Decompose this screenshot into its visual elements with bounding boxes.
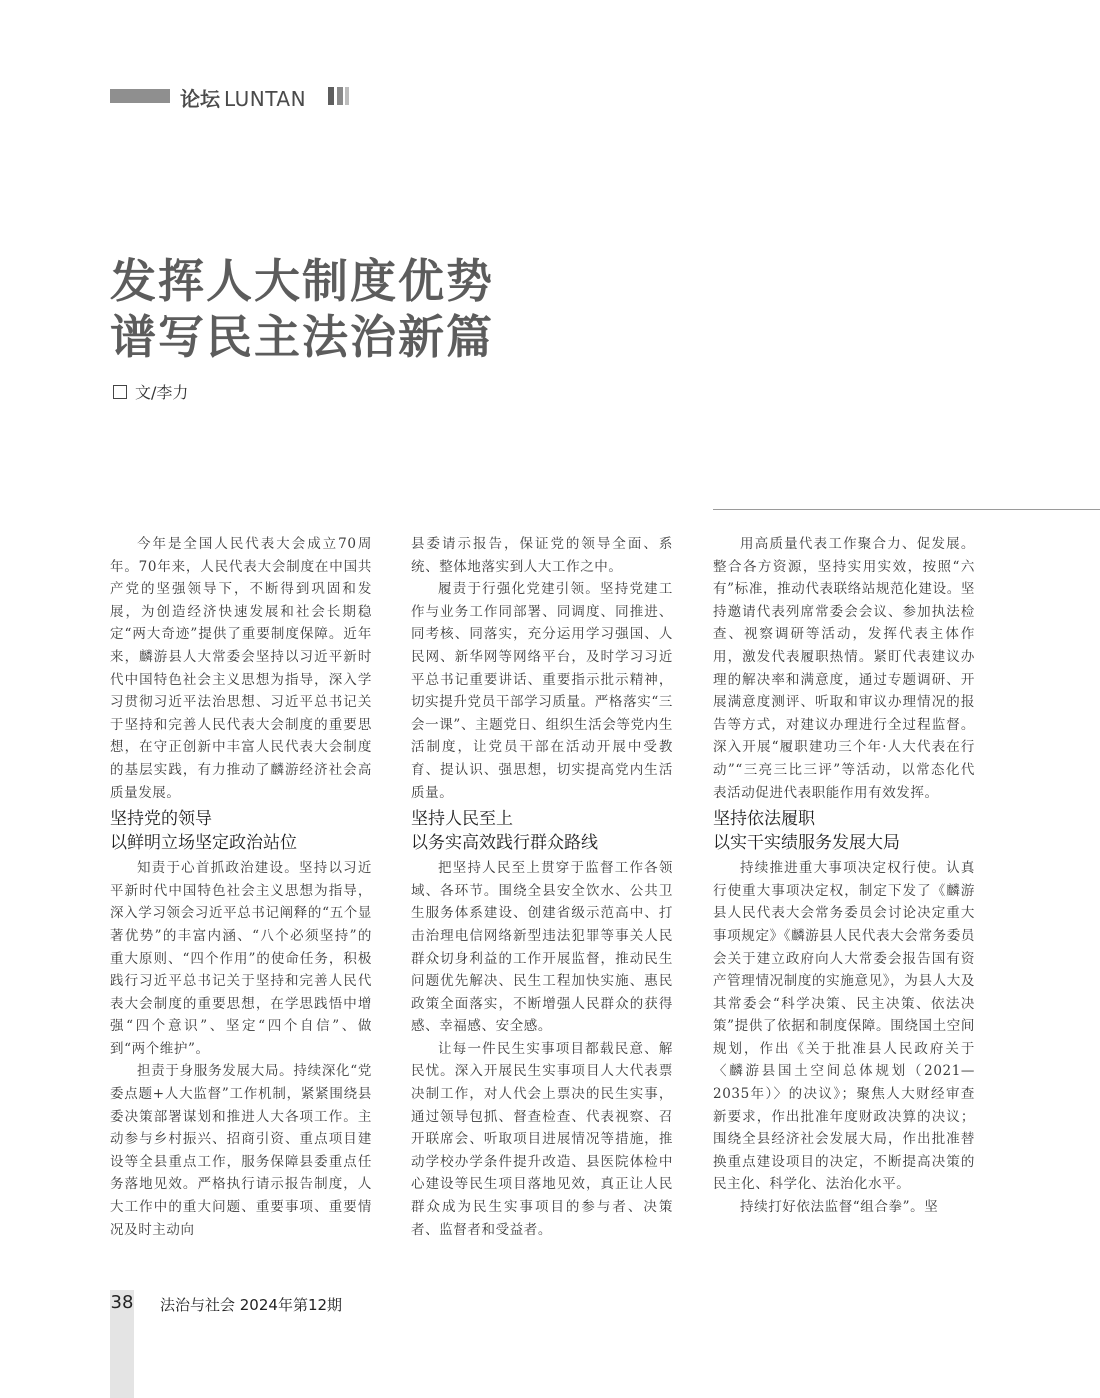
section-decoration (345, 87, 349, 105)
article-title-line2: 谱写民主法治新篇 (110, 310, 494, 364)
paragraph: 知责于心首抓政治建设。坚持以习近平新时代中国特色社会主义思想为指导，深入学习领会习近平总书记阐释的“五个显著优势”的丰富内涵、“八个必须坚持”的重大原则、“四个作用”的使命任务，积极践行习近平总书记关于坚持和完善人民代表大会制度的重要思想，在学思践悟中增强“四个意识”、坚定“四个自信”、做到“两个维护”。 (110, 860, 372, 1057)
paragraph: 把坚持人民至上贯穿于监督工作各领域、各环节。围绕全县安全饮水、公共卫生服务体系建设、创建省级示范高中、打击治理电信网络新型违法犯罪等事关人民群众切身利益的工作开展监督，推动民生问题优先解决、民生工程加快实施、惠民政策全面落实，不断增强人民群众的获得感、幸福感、安全感。 (411, 860, 673, 1035)
section-label-zh: 论坛 (180, 87, 220, 111)
section-decoration (337, 87, 343, 105)
paragraph-continued: 县委请示报告，保证党的领导全面、系统、整体地落实到人大工作之中。 (411, 536, 673, 575)
divider-line (713, 509, 1100, 510)
paragraph: 今年是全国人民代表大会成立70周年。70年来，人民代表大会制度在中国共产党的坚强领导下，不断得到巩固和发展，为创造经济快速发展和社会长期稳定“两大奇迹”提供了重要制度保障。近年来，麟游县人大常委会坚持以习近平新时代中国特色社会主义思想为指导，深入学习贯彻习近平法治思想、习近平总书记关于坚持和完善人民代表大会制度的重要思想，在守正创新中丰富人民代表大会制度的基层实践，有力推动了麟游经济社会高质量发展。 (110, 536, 372, 801)
text-column-1 (110, 533, 372, 1241)
section-decoration (328, 87, 334, 105)
paragraph: 持续推进重大事项决定权行使。认真行使重大事项决定权，制定下发了《麟游县人民代表大会常务委员会讨论决定重大事项规定》《麟游县人民代表大会常务委员会关于建立政府向人大常委会报告国有资产管理情况制度的实施意见》，为县人大及其常委会“科学决策、民主决策、依法决策”提供了依据和制度保障。围绕国土空间规划，作出《关于批准县人民政府关于〈麟游县国土空间总体规划（2021—2035年）〉的决议》；聚焦人大财经审查新要求，作出批准年度财政决算的决议；围绕全县经济社会发展大局，作出批准替换重点建设项目的决定，不断提高决策的民主化、科学化、法治化水平。 (713, 860, 975, 1193)
paragraph: 持续打好依法监督“组合拳”。坚 (740, 1199, 939, 1216)
author-byline (113, 380, 188, 403)
subheading-line2: 以务实高效践行群众路线 (411, 833, 598, 854)
section-label-en: LUNTAN (224, 87, 307, 111)
subheading-line2: 以实干实绩服务发展大局 (713, 833, 900, 854)
article-title-line1: 发挥人大制度优势 (110, 254, 494, 308)
square-icon (113, 385, 127, 399)
text-column-3 (713, 533, 975, 1219)
paragraph: 履责于行强化党建引领。坚持党建工作与业务工作同部署、同调度、同推进、同考核、同落实，充分运用学习强国、人民网、新华网等网络平台，及时学习习近平总书记重要讲话、重要指示批示精神，切实提升党员干部学习质量。严格落实“三会一课”、主题党日、组织生活会等党内生活制度，让党员干部在活动开展中受教育、提认识、强思想，切实提高党内生活质量。 (411, 581, 673, 801)
page-number: 38 (110, 1292, 134, 1313)
subheading-line1: 坚持人民至上 (411, 809, 513, 830)
subheading (713, 807, 975, 855)
subheading (411, 807, 673, 855)
section-bar (110, 89, 170, 103)
article-title (110, 253, 494, 365)
author-name: 文/李力 (135, 383, 189, 402)
subheading (110, 807, 372, 855)
paragraph: 用高质量代表工作聚合力、促发展。整合各方资源，坚持实用实效，按照“六有”标准，推动代表联络站规范化建设。坚持邀请代表列席常委会会议、参加执法检查、视察调研等活动，发挥代表主体作用，激发代表履职热情。紧盯代表建议办理的解决率和满意度，通过专题调研、开展满意度测评、听取和审议办理情况的报告等方式，对建议办理进行全过程监督。深入开展“履职建功三个年·人大代表在行动”“三亮三比三评”等活动，以常态化代表活动促进代表职能作用有效发挥。 (713, 536, 975, 801)
section-label (180, 83, 306, 112)
paragraph: 让每一件民生实事项目都载民意、解民忧。深入开展民生实事项目人大代表票决制工作，对人代会上票决的民生实事，通过领导包抓、督查检查、代表视察、召开联席会、听取项目进展情况等措施，推动学校办学条件提升改造、县医院体检中心建设等民生项目落地见效，真正让人民群众成为民生实事项目的参与者、决策者、监督者和受益者。 (411, 1040, 673, 1238)
subheading-line1: 坚持依法履职 (713, 809, 815, 830)
subheading-line1: 坚持党的领导 (110, 809, 212, 830)
publication-info: 法治与社会 2024年第12期 (160, 1296, 343, 1314)
text-column-2 (411, 533, 673, 1241)
paragraph: 担责于身服务发展大局。持续深化“党委点题+人大监督”工作机制，紧紧围绕县委决策部署谋划和推进人大各项工作。主动参与乡村振兴、招商引资、重点项目建设等全县重点工作，服务保障县委重点任务落地见效。严格执行请示报告制度，人大工作中的重大问题、重要事项、重要情况及时主动向 (110, 1063, 372, 1238)
subheading-line2: 以鲜明立场坚定政治站位 (110, 833, 297, 854)
